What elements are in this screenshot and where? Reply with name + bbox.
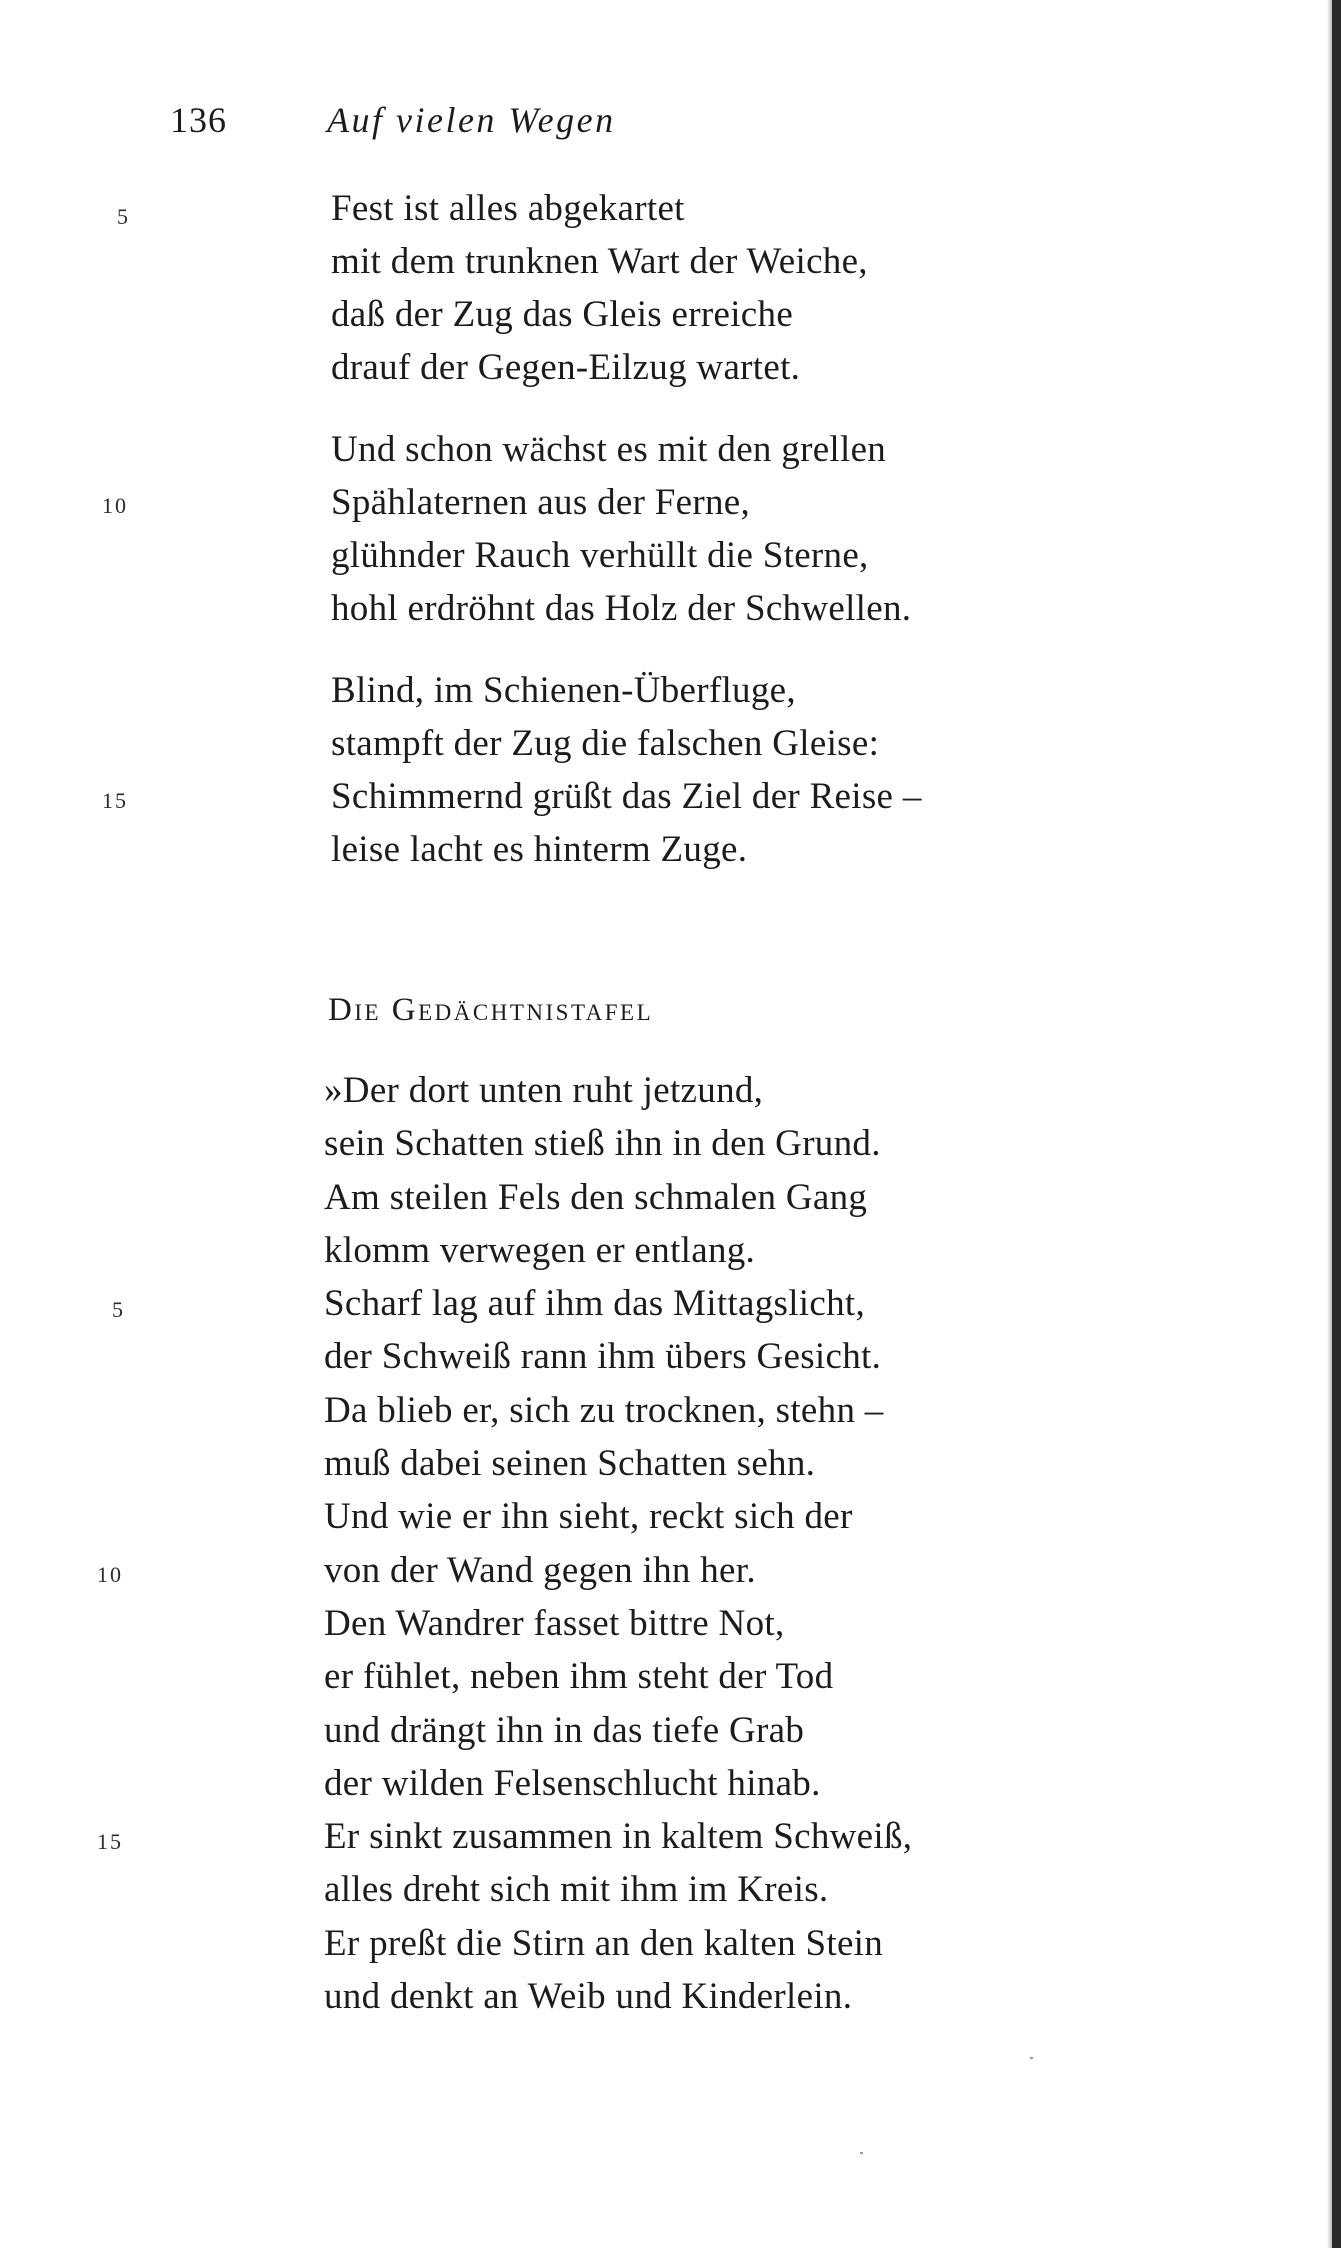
paper-speck bbox=[1030, 2057, 1033, 2059]
verse-line: alles dreht sich mit ihm im Kreis. bbox=[324, 1869, 829, 1911]
page-number: 136 bbox=[170, 100, 227, 140]
verse-line: sein Schatten stieß ihn in den Grund. bbox=[324, 1123, 881, 1165]
verse-line: Am steilen Fels den schmalen Gang bbox=[324, 1176, 868, 1218]
line-number: 10 bbox=[97, 1562, 123, 1587]
verse-line: »Der dort unten ruht jetzund, bbox=[324, 1070, 764, 1111]
verse-line: Und wie er ihn sieht, reckt sich der bbox=[324, 1496, 853, 1538]
verse-line: Und schon wächst es mit den grellen bbox=[331, 429, 887, 470]
verse-line: hohl erdröhnt das Holz der Schwellen. bbox=[331, 588, 912, 629]
line-number: 15 bbox=[102, 788, 128, 813]
verse-line: er fühlet, neben ihm steht der Tod bbox=[324, 1656, 834, 1698]
verse-line: Den Wandrer fasset bittre Not, bbox=[324, 1602, 785, 1644]
verse-line: glühnder Rauch verhüllt die Sterne, bbox=[331, 535, 869, 576]
verse-line: muß dabei seinen Schatten sehn. bbox=[324, 1443, 816, 1485]
verse-line: leise lacht es hinterm Zuge. bbox=[331, 829, 748, 870]
verse-line: der wilden Felsenschlucht hinab. bbox=[324, 1762, 821, 1804]
verse-line: klomm verwegen er entlang. bbox=[324, 1229, 756, 1271]
poem1-stanza-1 bbox=[331, 182, 868, 394]
verse-line: von der Wand gegen ihn her. bbox=[324, 1549, 756, 1591]
poem1-stanza-2 bbox=[331, 423, 911, 635]
poem-title: Die Gedächtnistafel bbox=[328, 992, 654, 1028]
verse-line: Scharf lag auf ihm das Mittagslicht, bbox=[324, 1283, 866, 1325]
line-number: 10 bbox=[102, 493, 128, 518]
verse-line: Schimmernd grüßt das Ziel der Reise – bbox=[331, 776, 922, 817]
verse-line: und denkt an Weib und Kinderlein. bbox=[324, 1976, 853, 2018]
poem1-stanza-3 bbox=[331, 664, 922, 876]
line-number: 5 bbox=[117, 204, 130, 229]
verse-line: daß der Zug das Gleis erreiche bbox=[331, 294, 794, 335]
book-spine-edge bbox=[1332, 0, 1341, 2248]
verse-line: mit dem trunknen Wart der Weiche, bbox=[331, 241, 868, 282]
verse-line: Blind, im Schienen-Überfluge, bbox=[331, 670, 796, 711]
verse-line: Da blieb er, sich zu trocknen, stehn – bbox=[324, 1389, 884, 1431]
verse-line: stampft der Zug die falschen Gleise: bbox=[331, 723, 880, 764]
paper-speck bbox=[860, 2152, 863, 2154]
verse-line: Fest ist alles abgekartet bbox=[331, 188, 685, 229]
verse-line: Spählaternen aus der Ferne, bbox=[331, 482, 751, 523]
verse-line: Er sinkt zusammen in kaltem Schweiß, bbox=[324, 1816, 913, 1858]
line-number: 5 bbox=[112, 1297, 125, 1322]
poem2-body bbox=[324, 1064, 912, 2023]
verse-line: und drängt ihn in das tiefe Grab bbox=[324, 1709, 805, 1751]
line-number: 15 bbox=[97, 1829, 123, 1854]
verse-line: drauf der Gegen-Eilzug wartet. bbox=[331, 347, 801, 388]
running-title: Auf vielen Wegen bbox=[327, 100, 616, 140]
verse-line: der Schweiß rann ihm übers Gesicht. bbox=[324, 1336, 882, 1378]
verse-line: Er preßt die Stirn an den kalten Stein bbox=[324, 1922, 884, 1964]
